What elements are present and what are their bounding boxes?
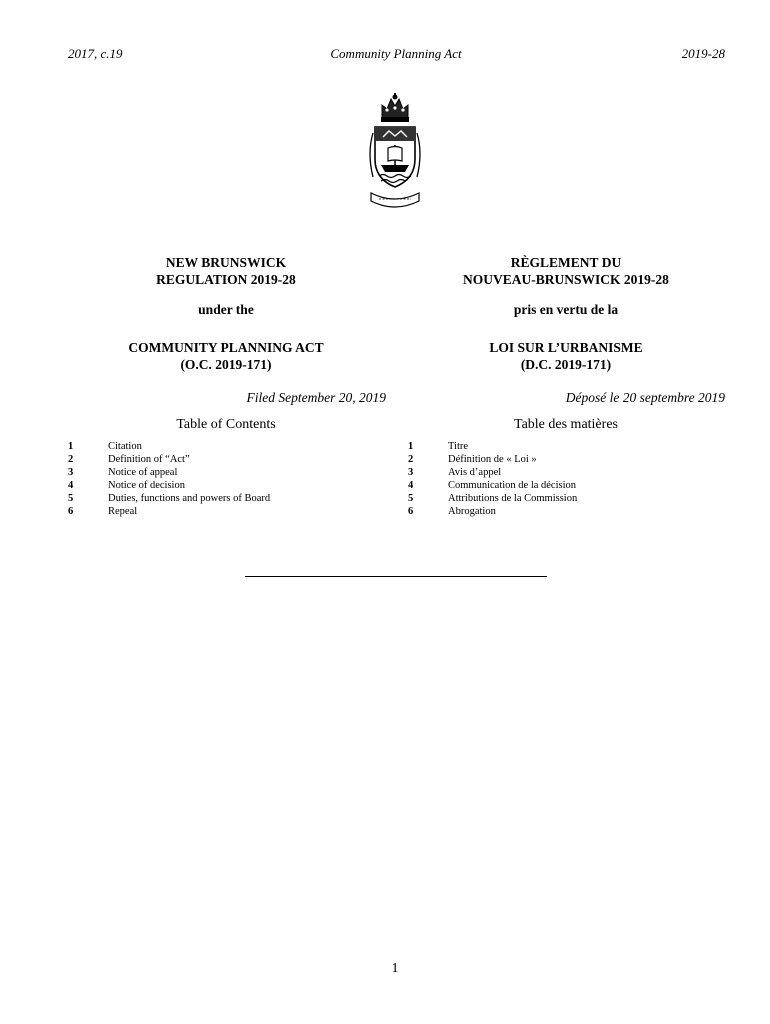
toc-number: 2	[408, 454, 414, 465]
toc-number: 5	[68, 493, 74, 504]
header-citation: 2017, c.19	[68, 46, 123, 61]
toc-label: Definition of “Act”	[108, 454, 190, 465]
english-under-the: under the	[198, 302, 254, 317]
header-regulation-number: 2019-28	[681, 46, 725, 61]
coat-of-arms-icon	[365, 93, 425, 213]
page-number: 1	[391, 961, 399, 976]
toc-number: 6	[68, 506, 74, 517]
toc-row[interactable]	[68, 440, 378, 453]
toc-number: 4	[68, 480, 74, 491]
motto-scroll-icon	[371, 193, 419, 207]
toc-label: Attributions de la Commission	[448, 493, 578, 504]
toc-number: 6	[408, 506, 414, 517]
french-toc-heading: Table des matières	[514, 417, 618, 432]
toc-row[interactable]	[68, 479, 378, 492]
english-act-line2: (O.C. 2019-171)	[180, 357, 272, 372]
shield-icon	[375, 127, 415, 187]
french-title-line1: RÈGLEMENT DU	[510, 255, 622, 270]
toc-row[interactable]	[408, 453, 728, 466]
french-act-line1: LOI SUR L’URBANISME	[489, 340, 643, 355]
english-filed-date: Filed September 20, 2019	[246, 390, 386, 405]
toc-number: 1	[408, 441, 414, 452]
toc-number: 3	[68, 467, 74, 478]
english-regulation-title	[66, 254, 386, 288]
toc-number: 3	[408, 467, 414, 478]
french-regulation-title	[406, 254, 726, 288]
toc-label: Notice of appeal	[108, 467, 178, 478]
toc-row[interactable]	[68, 505, 378, 518]
english-act-line1: COMMUNITY PLANNING ACT	[128, 340, 324, 355]
toc-label: Avis d’appel	[448, 467, 502, 478]
toc-label: Communication de la décision	[448, 480, 577, 491]
toc-row[interactable]	[68, 492, 378, 505]
toc-number: 5	[408, 493, 414, 504]
header-act-name: Community Planning Act	[330, 46, 462, 61]
english-title-line1: NEW BRUNSWICK	[165, 255, 287, 270]
toc-row[interactable]	[68, 453, 378, 466]
toc-row[interactable]	[408, 466, 728, 479]
section-divider	[245, 576, 547, 577]
english-title-line2: REGULATION 2019-28	[156, 272, 296, 287]
toc-label: Repeal	[108, 506, 138, 517]
toc-number: 1	[68, 441, 74, 452]
english-toc-heading: Table of Contents	[176, 417, 276, 432]
toc-label: Définition de « Loi »	[448, 454, 537, 465]
toc-row[interactable]	[68, 466, 378, 479]
toc-label: Titre	[448, 441, 469, 452]
toc-label: Notice of decision	[108, 480, 185, 491]
english-table-of-contents	[68, 440, 378, 518]
toc-label: Citation	[108, 441, 142, 452]
toc-row[interactable]	[408, 505, 728, 518]
french-act-line2: (D.C. 2019-171)	[520, 357, 612, 372]
french-table-of-contents	[408, 440, 728, 518]
toc-number: 2	[68, 454, 74, 465]
toc-row[interactable]	[408, 492, 728, 505]
french-title-line2: NOUVEAU-BRUNSWICK 2019-28	[463, 272, 669, 287]
toc-number: 4	[408, 480, 414, 491]
toc-label: Abrogation	[448, 506, 496, 517]
french-act-title	[406, 339, 726, 373]
toc-row[interactable]	[408, 479, 728, 492]
toc-row[interactable]	[408, 440, 728, 453]
crown-icon	[381, 93, 409, 122]
french-filed-date: Déposé le 20 septembre 2019	[565, 390, 725, 405]
french-pris-en-vertu: pris en vertu de la	[513, 302, 619, 317]
english-act-title	[66, 339, 386, 373]
toc-label: Duties, functions and powers of Board	[108, 493, 271, 504]
